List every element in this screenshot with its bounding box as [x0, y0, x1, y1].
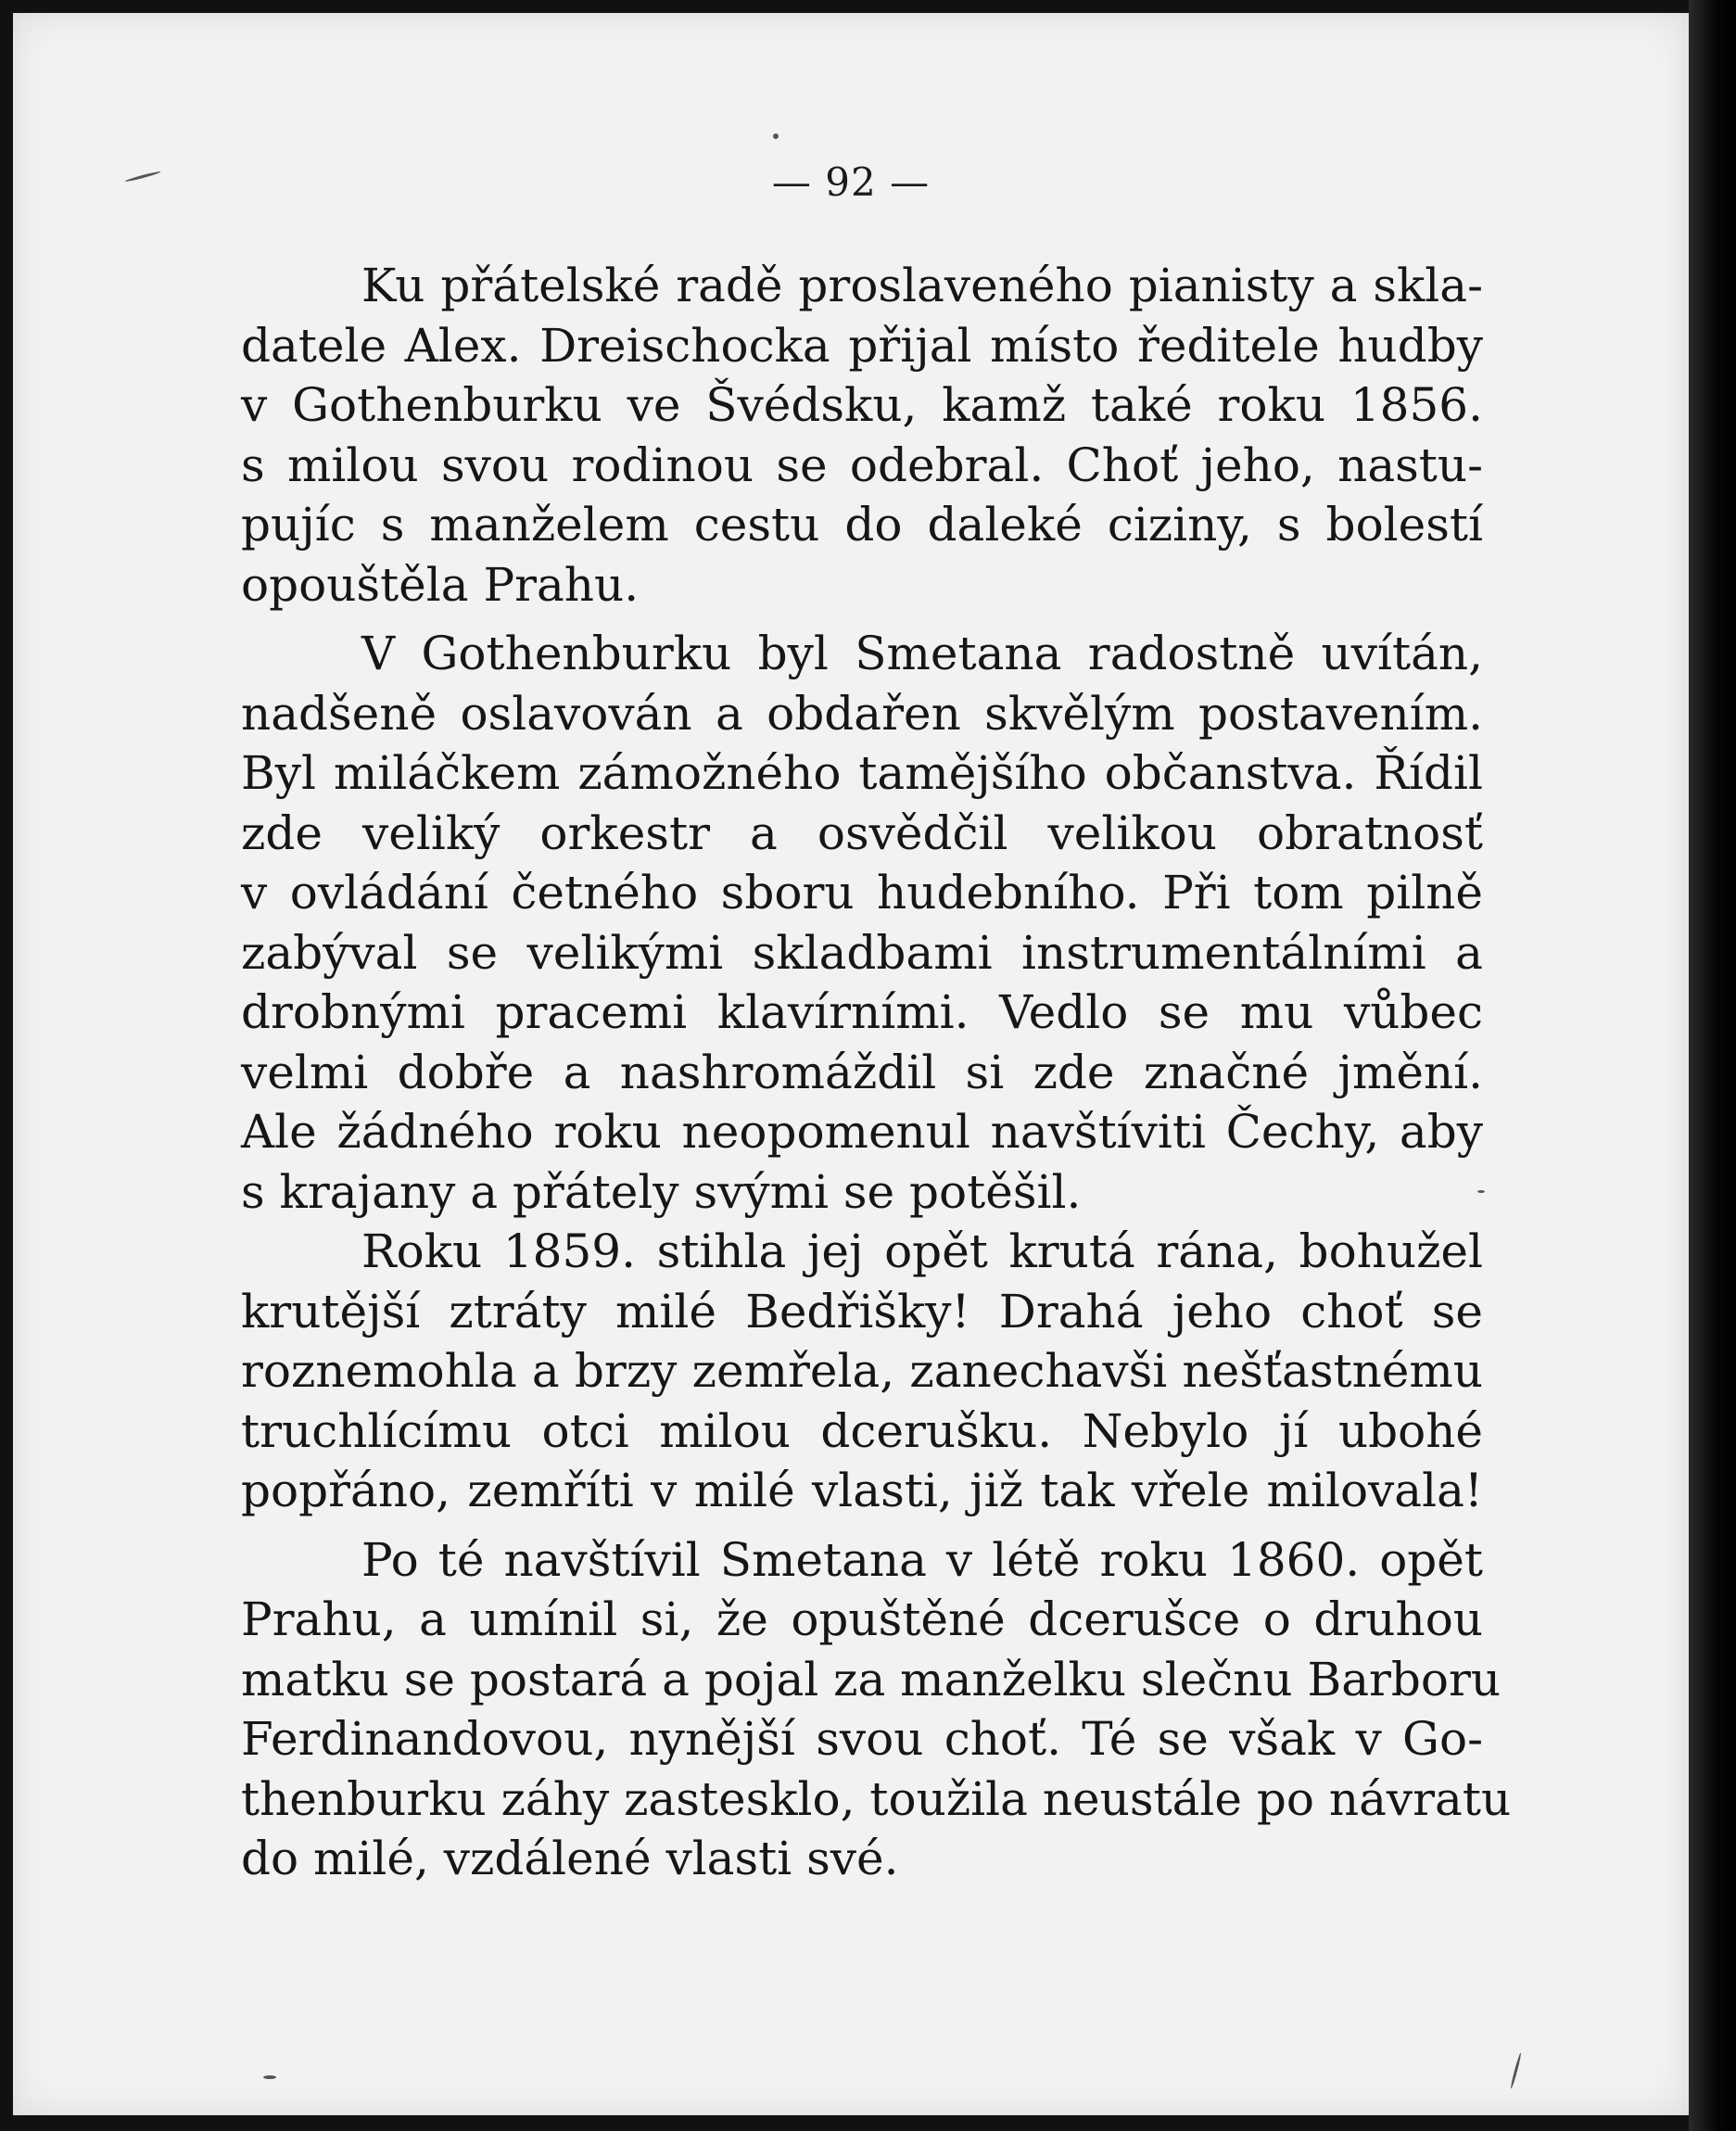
scan-speck	[773, 133, 779, 139]
text-line: V Gothenburku byl Smetana radostně uvítán,	[361, 627, 1483, 680]
text-line: Ku přátelské radě proslaveného pianisty a skla-	[361, 259, 1483, 312]
text-line: drobnými pracemi klavírními. Vedlo se mu vůbec	[241, 985, 1483, 1039]
text-line: popřáno, zemříti v milé vlasti, již tak vřele milovala!	[241, 1464, 1483, 1517]
text-line: Roku 1859. stihla jej opět krutá rána, bohužel	[361, 1224, 1483, 1278]
body-text	[241, 256, 1512, 1889]
text-line: krutější ztráty milé Bedřišky! Drahá jeho choť se	[241, 1284, 1483, 1338]
page-number: — 92 —	[771, 159, 931, 205]
text-line: Byl miláčkem zámožného tamějšího občanstva. Řídil	[241, 746, 1483, 800]
text-line: pujíc s manželem cestu do daleké ciziny, s bolestí	[241, 498, 1483, 552]
scan-speck	[1477, 1190, 1485, 1193]
text-line: nadšeně oslavován a obdařen skvělým postavením.	[241, 686, 1483, 741]
paragraph-gap	[241, 1521, 1483, 1530]
text-line: datele Alex. Dreischocka přijal místo ředitele hudby	[241, 318, 1483, 373]
scan-speck	[1510, 2052, 1522, 2088]
text-line: do milé, vzdálené vlasti své.	[241, 1832, 899, 1885]
text-line: Prahu, a umínil si, že opuštěné dcerušce o druhou	[241, 1592, 1483, 1646]
text-line: Po té navštívil Smetana v létě roku 1860. opět	[361, 1532, 1483, 1587]
text-line: v ovládání četného sboru hudebního. Při tom pilně	[241, 866, 1483, 920]
text-line: zabýval se velikými skladbami instrumentálními a	[241, 925, 1483, 980]
paragraph-3	[241, 1222, 1483, 1521]
paragraph-1	[241, 256, 1483, 615]
paragraph-4	[241, 1530, 1512, 1889]
text-line: velmi dobře a nashromáždil si zde značné jmění.	[241, 1045, 1483, 1099]
paragraph-2	[241, 624, 1483, 1222]
book-page	[13, 13, 1689, 2115]
text-line: zde veliký orkestr a osvědčil velikou obratnosť	[241, 805, 1483, 860]
text-line: thenburku záhy zastesklo, toužila neustále po návratu	[241, 1771, 1512, 1826]
text-line: s krajany a přátely svými se potěšil.	[241, 1164, 1082, 1219]
text-line: Ferdinandovou, nynější svou choť. Té se však v Go-	[241, 1712, 1483, 1766]
page-edge-shadow	[1689, 0, 1736, 2131]
text-line: matku se postará a pojal za manželku slečnu Barboru	[241, 1652, 1502, 1706]
text-line: opouštěla Prahu.	[241, 557, 640, 612]
text-line: Ale žádného roku neopomenul navštíviti Čechy, aby	[241, 1105, 1483, 1159]
scan-speck	[263, 2075, 276, 2079]
text-line: s milou svou rodinou se odebral. Choť jeho, nastu-	[241, 438, 1483, 492]
text-line: truchlícímu otci milou dcerušku. Nebylo jí ubohé	[241, 1403, 1483, 1458]
text-line: roznemohla a brzy zemřela, zanechavši nešťastnému	[241, 1344, 1483, 1398]
paragraph-gap	[241, 615, 1483, 624]
text-line: v Gothenburku ve Švédsku, kamž také roku 1856.	[241, 378, 1483, 432]
